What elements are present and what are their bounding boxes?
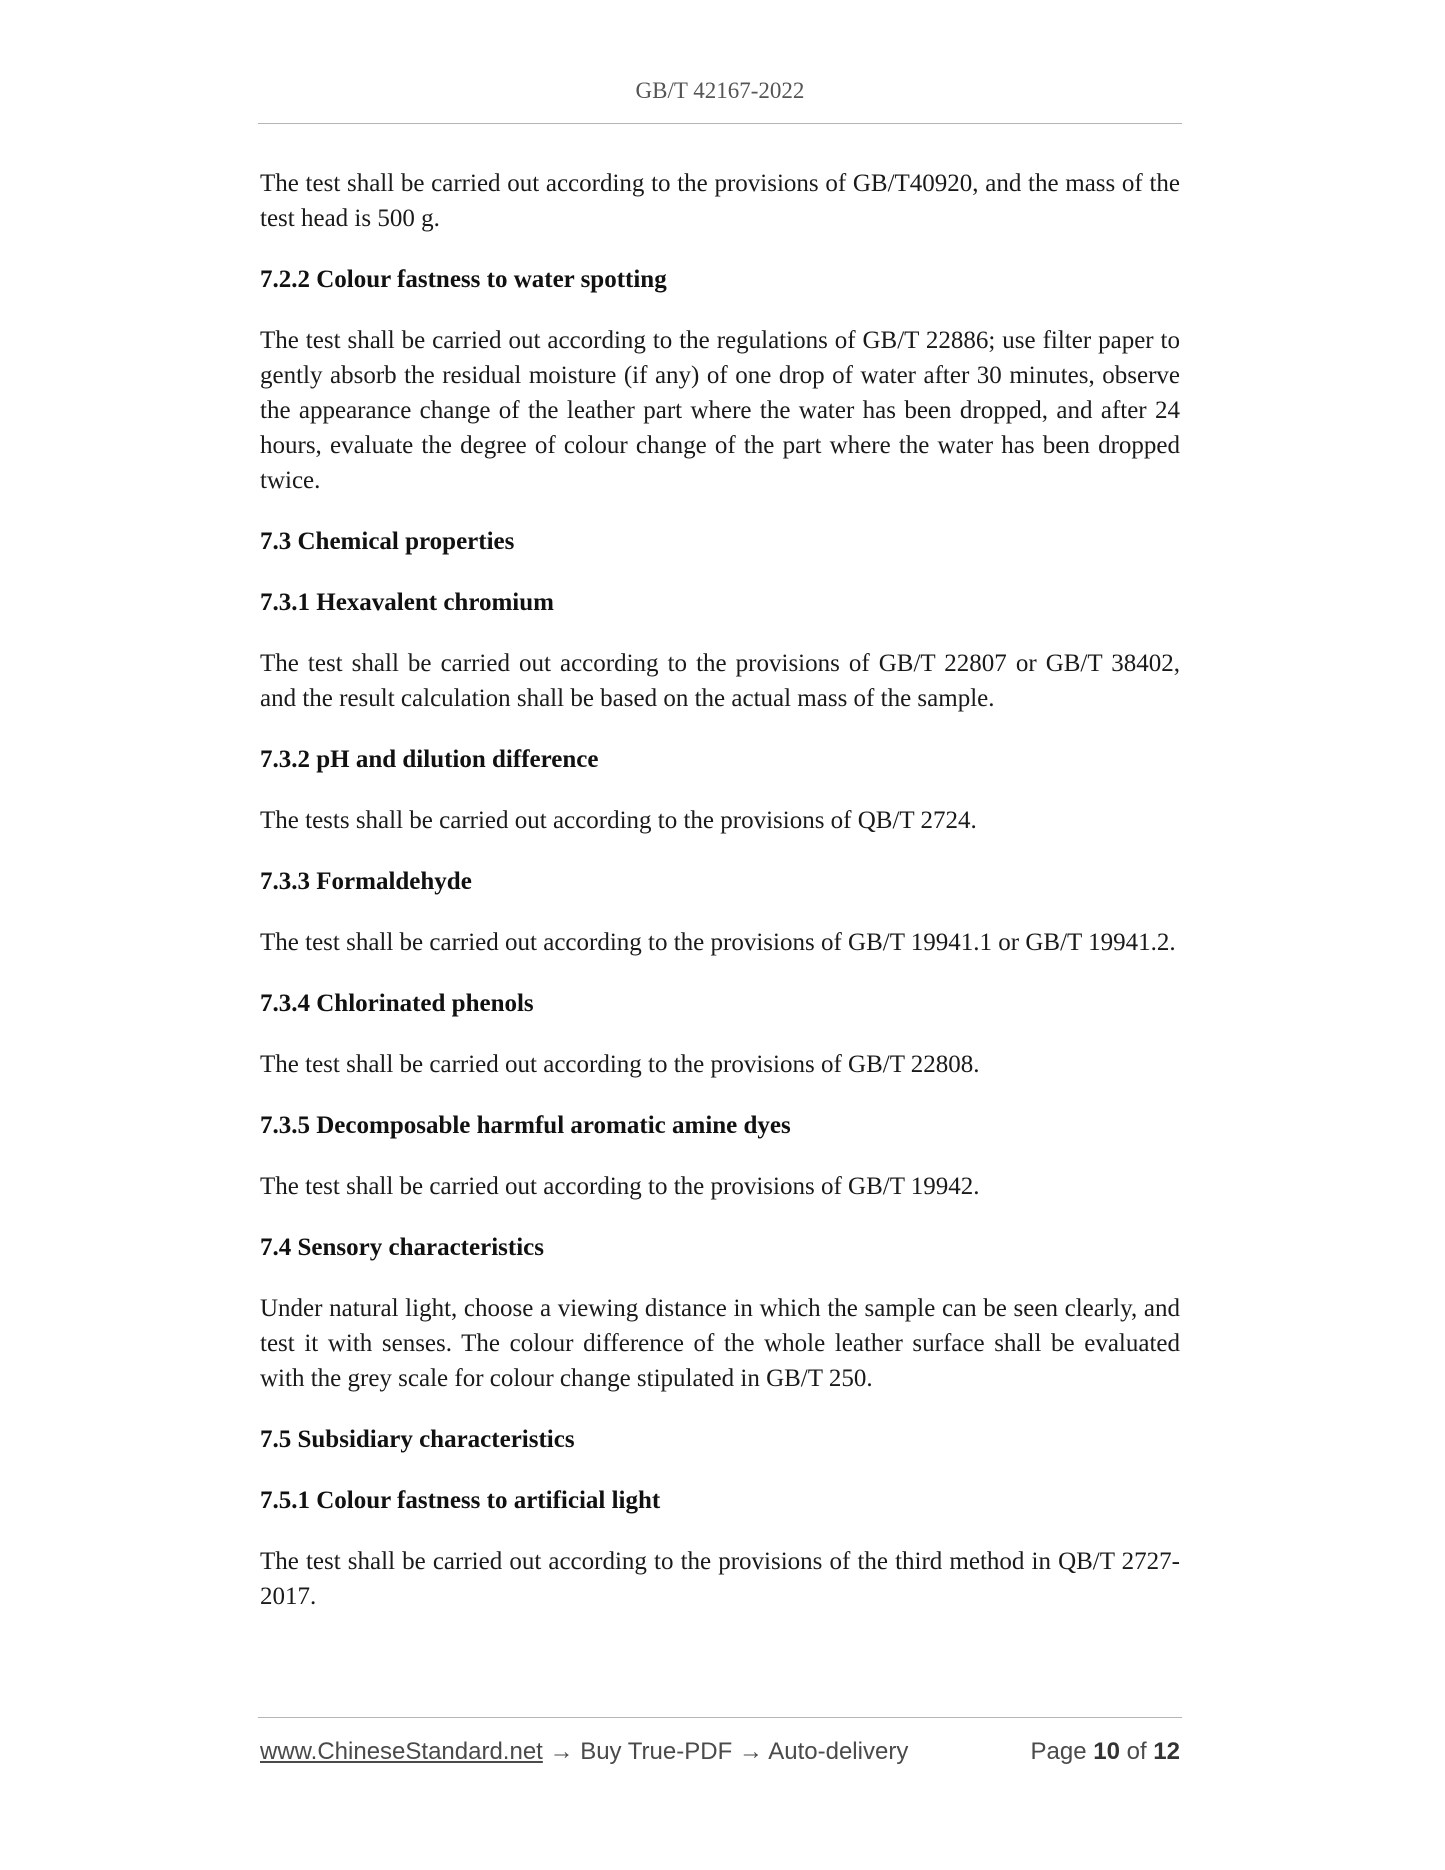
paragraph-test-head-mass: The test shall be carried out according to the provisions of GB/T40920, and the mass of the test head is 500 g. <box>260 170 1180 232</box>
paragraph-7-2-2: The test shall be carried out according to the regulations of GB/T 22886; use filter paper to gently absorb the residual moisture (if any) of one drop of water after 30 minutes, observe the appearance change of the leather part where the water has been dropped, and after 24 hours, evaluate the degree of colour change of the part where the water has been dropped twice. <box>260 327 1180 494</box>
heading-7-5: 7.5 Subsidiary characteristics <box>260 1426 575 1453</box>
heading-7-3-4: 7.3.4 Chlorinated phenols <box>260 990 534 1017</box>
page-number <box>1031 1738 1181 1766</box>
heading-7-3: 7.3 Chemical properties <box>260 528 515 555</box>
heading-7-3-1: 7.3.1 Hexavalent chromium <box>260 589 554 616</box>
heading-7-3-5: 7.3.5 Decomposable harmful aromatic amine dyes <box>260 1112 791 1139</box>
arrow-right-icon: → <box>549 1738 574 1765</box>
header-divider <box>258 123 1182 124</box>
footer-divider <box>258 1717 1182 1718</box>
auto-delivery-text: Auto-delivery <box>768 1738 909 1765</box>
paragraph-7-4: Under natural light, choose a viewing distance in which the sample can be seen clearly, and test it with senses. The colour difference of the whole leather surface shall be evaluated with the grey scale for colour change stipulated in GB/T 250. <box>260 1295 1180 1392</box>
heading-7-4: 7.4 Sensory characteristics <box>260 1234 544 1261</box>
buy-true-pdf-text: Buy True-PDF <box>580 1738 733 1765</box>
page-body <box>260 166 1180 1640</box>
page-current: 10 <box>1093 1738 1120 1765</box>
paragraph-7-3-3: The test shall be carried out according to the provisions of GB/T 19941.1 or GB/T 19941.2. <box>260 929 1176 956</box>
of-label: of <box>1126 1738 1147 1765</box>
paragraph-7-3-4: The test shall be carried out according to the provisions of GB/T 22808. <box>260 1051 980 1078</box>
page-label: Page <box>1030 1738 1087 1765</box>
heading-7-3-2: 7.3.2 pH and dilution difference <box>260 746 599 773</box>
arrow-right-icon: → <box>738 1738 763 1765</box>
paragraph-7-3-5: The test shall be carried out according to the provisions of GB/T 19942. <box>260 1173 980 1200</box>
paragraph-7-3-2: The tests shall be carried out according to the provisions of QB/T 2724. <box>260 807 977 834</box>
heading-7-2-2: 7.2.2 Colour fastness to water spotting <box>260 266 667 293</box>
footer-promo <box>260 1738 908 1766</box>
heading-7-3-3: 7.3.3 Formaldehyde <box>260 868 472 895</box>
paragraph-7-3-1: The test shall be carried out according to the provisions of GB/T 22807 or GB/T 38402, and the result calculation shall be based on the actual mass of the sample. <box>260 650 1180 712</box>
website-link[interactable]: www.ChineseStandard.net <box>260 1738 543 1765</box>
heading-7-5-1: 7.5.1 Colour fastness to artificial light <box>260 1487 661 1514</box>
paragraph-7-5-1: The test shall be carried out according to the provisions of the third method in QB/T 2727-2017. <box>260 1548 1180 1610</box>
page-header: GB/T 42167-2022 <box>635 78 805 103</box>
page-total: 12 <box>1153 1738 1180 1765</box>
